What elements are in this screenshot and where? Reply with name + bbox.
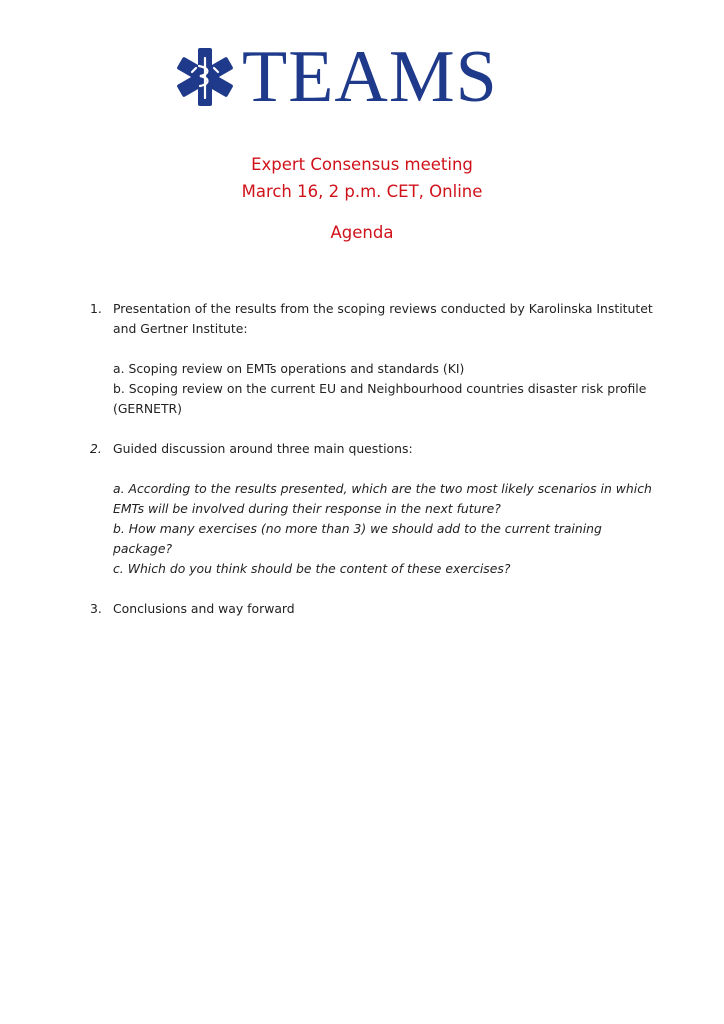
agenda-subitems (113, 479, 660, 579)
agenda-subitem: a. According to the results presented, which are the two most likely scenarios in which EMTs will be involved during their response in the next future? (113, 481, 652, 516)
agenda-item-text: Guided discussion around three main questions: (113, 441, 413, 456)
meeting-title: Expert Consensus meeting (251, 155, 473, 174)
agenda-item-text: Presentation of the results from the scoping reviews conducted by Karolinska Institutet and Gertner Institute: (113, 301, 653, 336)
agenda-item-number: 3. (90, 601, 102, 616)
teams-logo (174, 36, 554, 118)
agenda-item-3 (90, 599, 660, 619)
agenda-subitem: c. Which do you think should be the content of these exercises? (113, 561, 511, 576)
agenda-subitems (113, 359, 660, 419)
medical-star-of-life-hand-icon (174, 46, 236, 108)
logo-wordmark: TEAMS (242, 36, 498, 118)
agenda-item-1 (90, 299, 660, 419)
agenda-item-text: Conclusions and way forward (113, 601, 295, 616)
agenda-item-2 (90, 439, 660, 579)
agenda-item-number: 2. (90, 441, 102, 456)
agenda-heading: Agenda (330, 223, 394, 242)
agenda-subitem: b. How many exercises (no more than 3) we should add to the current training package? (113, 521, 602, 556)
agenda-item-number: 1. (90, 301, 102, 316)
agenda-list (90, 299, 660, 619)
meeting-date: March 16, 2 p.m. CET, Online (241, 182, 483, 201)
agenda-subitem: a. Scoping review on EMTs operations and standards (KI) (113, 361, 465, 376)
agenda-subitem: b. Scoping review on the current EU and Neighbourhood countries disaster risk profile (GERNETR) (113, 381, 647, 416)
